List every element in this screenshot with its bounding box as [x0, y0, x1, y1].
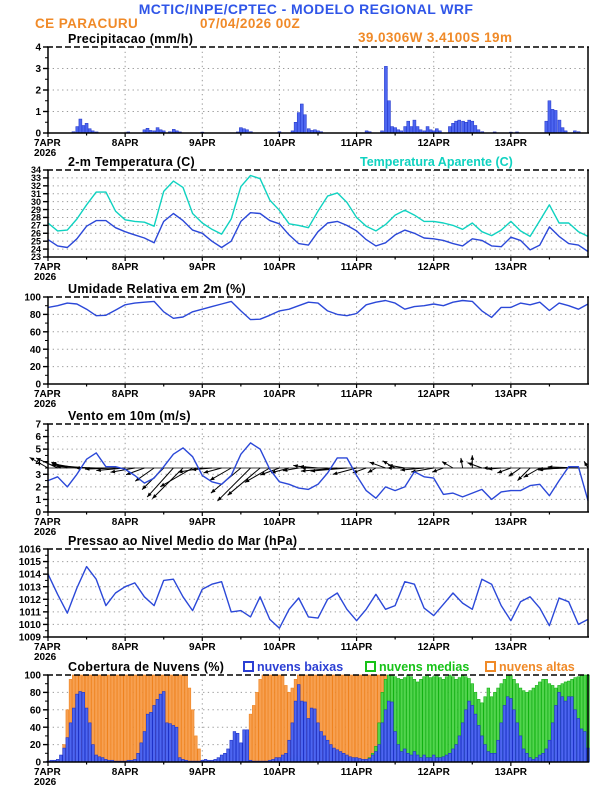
svg-text:1013: 1013 [18, 582, 41, 594]
high-clouds-swatch-icon [485, 661, 496, 672]
svg-text:2026: 2026 [34, 399, 57, 410]
svg-text:7APR: 7APR [34, 517, 61, 528]
svg-text:7APR: 7APR [34, 138, 61, 149]
svg-text:12APR: 12APR [417, 642, 450, 653]
svg-text:9APR: 9APR [188, 389, 216, 400]
svg-text:4: 4 [35, 42, 41, 54]
svg-text:23: 23 [30, 252, 41, 263]
clouds-legend-item-high [485, 660, 575, 675]
svg-text:1010: 1010 [18, 620, 41, 632]
svg-text:9APR: 9APR [188, 138, 216, 149]
svg-text:7APR: 7APR [34, 642, 61, 653]
svg-text:100: 100 [24, 292, 41, 304]
svg-text:29: 29 [30, 204, 41, 215]
panel-title-precipitation: Precipitacao (mm/h) [68, 32, 194, 46]
svg-text:20: 20 [29, 740, 41, 752]
svg-text:60: 60 [29, 705, 41, 717]
svg-text:10APR: 10APR [263, 767, 296, 778]
svg-text:1014: 1014 [18, 569, 41, 581]
svg-text:11APR: 11APR [340, 517, 373, 528]
svg-text:7: 7 [35, 419, 41, 431]
svg-text:13APR: 13APR [494, 138, 527, 149]
svg-text:12APR: 12APR [417, 138, 450, 149]
svg-text:30: 30 [30, 196, 41, 207]
svg-text:12APR: 12APR [417, 262, 450, 273]
mid-clouds-swatch-icon [365, 661, 376, 672]
svg-text:28: 28 [30, 212, 41, 223]
svg-text:33: 33 [30, 173, 41, 184]
svg-text:1012: 1012 [18, 594, 41, 606]
svg-text:5: 5 [35, 444, 41, 456]
svg-text:13APR: 13APR [494, 262, 527, 273]
svg-text:27: 27 [30, 220, 41, 231]
svg-text:1016: 1016 [18, 544, 41, 556]
panel-title-wind: Vento em 10m (m/s) [68, 409, 191, 423]
svg-text:11APR: 11APR [340, 138, 373, 149]
svg-text:12APR: 12APR [417, 389, 450, 400]
svg-text:31: 31 [30, 188, 41, 199]
svg-text:26: 26 [30, 228, 41, 239]
svg-text:9APR: 9APR [188, 262, 216, 273]
svg-text:2026: 2026 [34, 652, 57, 663]
svg-text:2026: 2026 [34, 148, 57, 159]
svg-text:10APR: 10APR [263, 262, 296, 273]
svg-text:32: 32 [30, 181, 41, 192]
svg-text:8APR: 8APR [111, 262, 139, 273]
svg-text:80: 80 [29, 688, 41, 699]
svg-text:7APR: 7APR [34, 389, 61, 400]
svg-text:8APR: 8APR [111, 389, 139, 400]
station-name: CE PARACURU [35, 16, 139, 31]
svg-text:34: 34 [30, 165, 41, 176]
svg-text:2026: 2026 [34, 272, 57, 283]
svg-text:8APR: 8APR [111, 517, 139, 528]
svg-text:40: 40 [29, 722, 41, 734]
svg-text:8APR: 8APR [111, 642, 139, 653]
svg-text:7APR: 7APR [34, 767, 61, 778]
svg-text:12APR: 12APR [417, 517, 450, 528]
svg-text:0: 0 [35, 507, 41, 519]
clouds-legend-item-mid [365, 660, 469, 675]
svg-text:8APR: 8APR [111, 138, 139, 149]
svg-text:13APR: 13APR [494, 517, 527, 528]
svg-text:25: 25 [30, 236, 41, 247]
svg-text:13APR: 13APR [494, 389, 527, 400]
high-clouds-legend-label: nuvens altas [499, 660, 575, 674]
clouds-legend-item-low [243, 660, 343, 675]
svg-text:3: 3 [35, 64, 41, 76]
svg-text:1: 1 [35, 107, 41, 119]
svg-text:60: 60 [29, 327, 41, 339]
svg-text:1: 1 [35, 495, 41, 507]
svg-text:0: 0 [35, 128, 41, 140]
svg-text:9APR: 9APR [188, 767, 216, 778]
panel-title-temperature: 2-m Temperatura (C) [68, 155, 196, 169]
svg-text:2: 2 [35, 85, 41, 97]
svg-text:11APR: 11APR [340, 767, 373, 778]
svg-text:4: 4 [35, 457, 41, 469]
panel-title-pressure: Pressao ao Nivel Medio do Mar (hPa) [68, 534, 298, 548]
svg-text:0: 0 [35, 757, 41, 769]
panel-title-humidity: Umidade Relativa em 2m (%) [68, 282, 246, 296]
svg-text:24: 24 [30, 244, 41, 255]
svg-text:10APR: 10APR [263, 642, 296, 653]
svg-text:13APR: 13APR [494, 767, 527, 778]
svg-text:40: 40 [29, 344, 41, 356]
low-clouds-legend-label: nuvens baixas [257, 660, 344, 674]
svg-text:0: 0 [35, 379, 41, 391]
svg-text:13APR: 13APR [494, 642, 527, 653]
svg-text:2026: 2026 [34, 527, 57, 538]
station-coordinates: 39.0306W 3.4100S 19m [358, 30, 513, 45]
svg-text:10APR: 10APR [263, 517, 296, 528]
svg-text:100: 100 [24, 670, 41, 682]
svg-text:10APR: 10APR [263, 389, 296, 400]
svg-text:12APR: 12APR [417, 767, 450, 778]
svg-text:1009: 1009 [18, 632, 41, 644]
mid-clouds-legend-label: nuvens medias [379, 660, 470, 674]
apparent-temperature-legend: Temperatura Aparente (C) [360, 155, 513, 169]
svg-text:11APR: 11APR [340, 642, 373, 653]
svg-text:3: 3 [35, 469, 41, 481]
svg-text:8APR: 8APR [111, 767, 139, 778]
svg-text:2026: 2026 [34, 777, 57, 788]
svg-text:1011: 1011 [19, 607, 41, 619]
svg-text:2: 2 [35, 482, 41, 494]
svg-text:11APR: 11APR [340, 389, 373, 400]
svg-text:20: 20 [29, 362, 41, 374]
low-clouds-swatch-icon [243, 661, 254, 672]
page-title: MCTIC/INPE/CPTEC - MODELO REGIONAL WRF [138, 1, 474, 17]
panel-title-clouds: Cobertura de Nuvens (%) [68, 660, 225, 674]
svg-text:7APR: 7APR [34, 262, 61, 273]
svg-text:10APR: 10APR [263, 138, 296, 149]
run-datetime: 07/04/2026 00Z [200, 16, 301, 31]
svg-text:1015: 1015 [18, 557, 41, 569]
svg-text:9APR: 9APR [188, 642, 216, 653]
svg-text:11APR: 11APR [340, 262, 373, 273]
svg-text:80: 80 [29, 310, 41, 321]
svg-text:9APR: 9APR [188, 517, 216, 528]
svg-text:6: 6 [35, 432, 41, 444]
